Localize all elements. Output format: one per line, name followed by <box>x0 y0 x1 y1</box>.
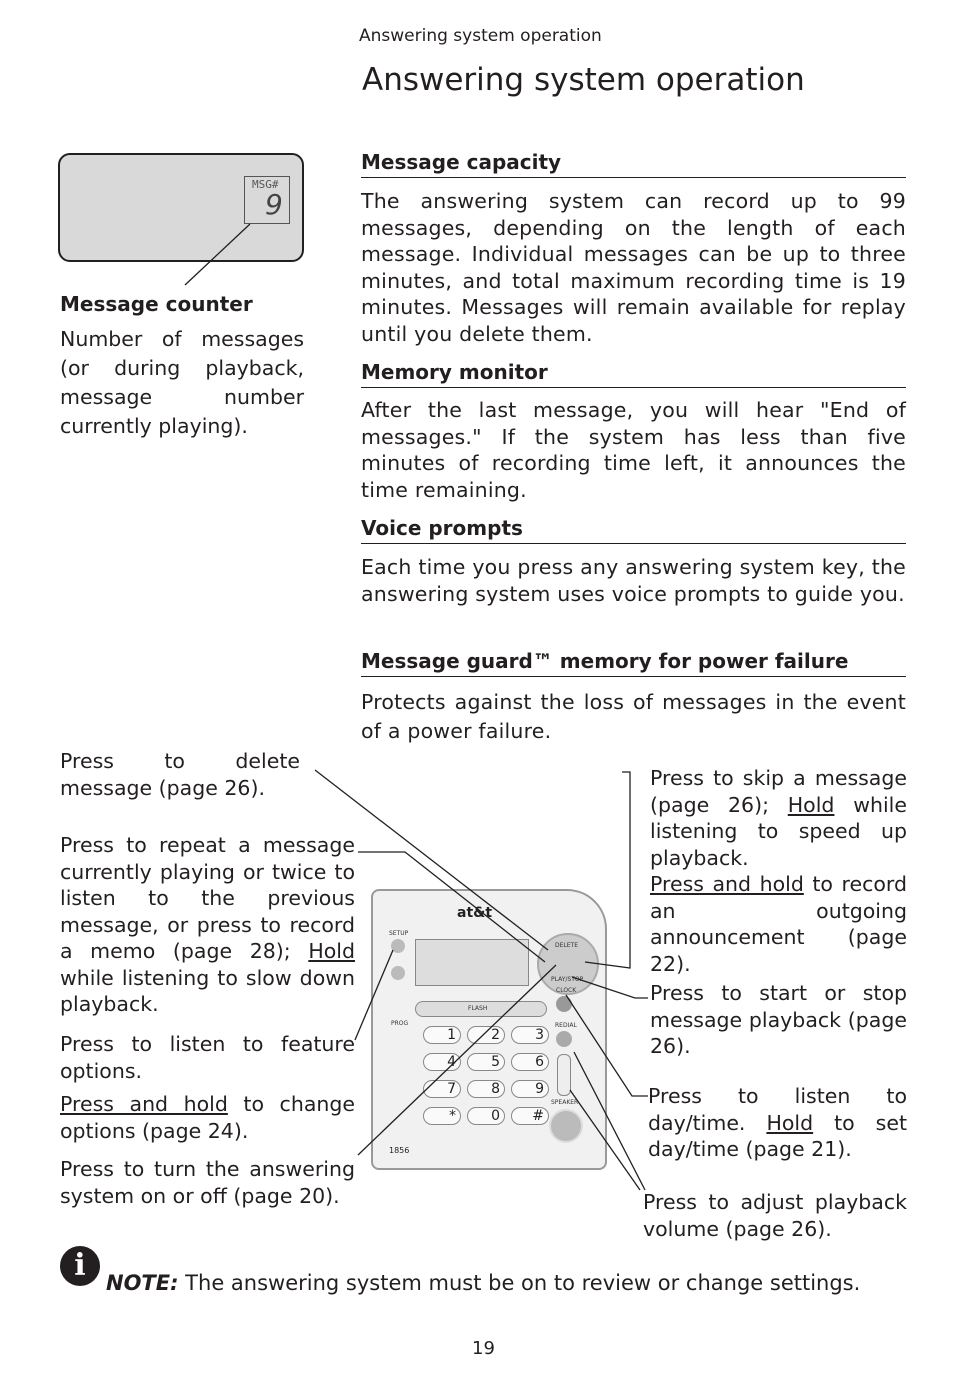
callout-clock: Press to listen to day/time. Hold to set day/time (page 21). <box>648 1084 907 1161</box>
callout-repeat: Press to repeat a message currently playing or twice to listen to the previous message, or press to record a memo (page 28); Hold while listening to slow down playback. <box>60 833 355 1016</box>
prog-label: PROG <box>391 1020 409 1027</box>
page-number: 19 <box>472 1338 495 1359</box>
volume-down-leader-line <box>570 1090 640 1190</box>
key: 4 <box>423 1053 461 1071</box>
callout-skip-hold: Press and hold to record an outgoing announcement (page 22). <box>650 872 907 976</box>
section-text: Protects against the loss of messages in the event of a power failure. <box>361 690 906 743</box>
section-heading: Message guard™ memory for power failure <box>361 649 906 677</box>
play-leader-line <box>572 977 648 998</box>
key: # <box>511 1107 549 1125</box>
section-heading: Memory monitor <box>361 360 906 388</box>
delete-button-label: DELETE <box>555 942 579 949</box>
lcd-msg-label: MSG# <box>252 178 279 191</box>
callout-volume: Press to adjust playback volume (page 26). <box>643 1190 907 1241</box>
counter-text: Number of messages (or during playback, message number currently playing). <box>60 327 304 438</box>
key: * <box>423 1107 461 1125</box>
key: 6 <box>511 1053 549 1071</box>
callout-skip: Press to skip a message (page 26); Hold while listening to speed up playback. <box>650 766 907 870</box>
skip-leader-line <box>585 772 630 968</box>
page-title: Answering system operation <box>362 62 805 98</box>
callout-feature: Press to listen to feature options. <box>60 1032 355 1083</box>
feature-leader-line <box>355 950 393 1040</box>
callout-feature-hold: Press and hold to change options (page 24). <box>60 1092 356 1143</box>
counter-leader-line <box>185 224 250 285</box>
info-icon: i <box>60 1246 100 1286</box>
redial-button-label: REDIAL <box>555 1022 577 1029</box>
section-text: After the last message, you will hear "End of messages." If the system has less than five minutes of recording time left, it announces the time remaining. <box>361 398 906 502</box>
callout-onoff: Press to turn the answering system on or off (page 20). <box>60 1157 355 1208</box>
play-stop-button-label: PLAY/STOP <box>551 976 584 983</box>
flash-button-label: FLASH <box>468 1005 488 1012</box>
counter-heading: Message counter <box>60 292 253 316</box>
key: 5 <box>467 1053 505 1071</box>
section-heading: Message capacity <box>361 150 906 178</box>
key: 9 <box>511 1080 549 1098</box>
clock-leader-line <box>566 995 648 1096</box>
key: 1 <box>423 1026 461 1044</box>
key: 3 <box>511 1026 549 1044</box>
onoff-leader-line <box>358 965 556 1155</box>
delete-leader-line <box>315 770 548 950</box>
callout-play: Press to start or stop message playback (page 26). <box>650 981 907 1058</box>
running-header: Answering system operation <box>359 26 602 46</box>
note: NOTE: The answering system must be on to review or change settings. <box>106 1271 861 1295</box>
model-number: 1856 <box>389 1146 410 1155</box>
setup-label: SETUP <box>389 930 409 937</box>
lcd-msg-digit: 9 <box>265 188 283 221</box>
speaker-button-label: SPEAKER <box>551 1099 579 1106</box>
section-text: The answering system can record up to 99 messages, depending on the length of each message. Individual messages can be up to three minutes, and total maximum recording time is 19 minutes. Messages will remain available for replay until you delete them. <box>361 189 906 346</box>
section-heading: Voice prompts <box>361 516 906 544</box>
key: 0 <box>467 1107 505 1125</box>
callout-delete: Press to delete message (page 26). <box>60 749 300 800</box>
key: 8 <box>467 1080 505 1098</box>
clock-button-label: CLOCK <box>556 987 577 994</box>
key: 7 <box>423 1080 461 1098</box>
key: 2 <box>467 1026 505 1044</box>
att-logo: at&t <box>457 905 493 921</box>
repeat-leader-line <box>358 852 545 962</box>
section-text: Each time you press any answering system key, the answering system uses voice prompts to guide you. <box>361 555 906 606</box>
volume-up-leader-line <box>574 1052 645 1190</box>
